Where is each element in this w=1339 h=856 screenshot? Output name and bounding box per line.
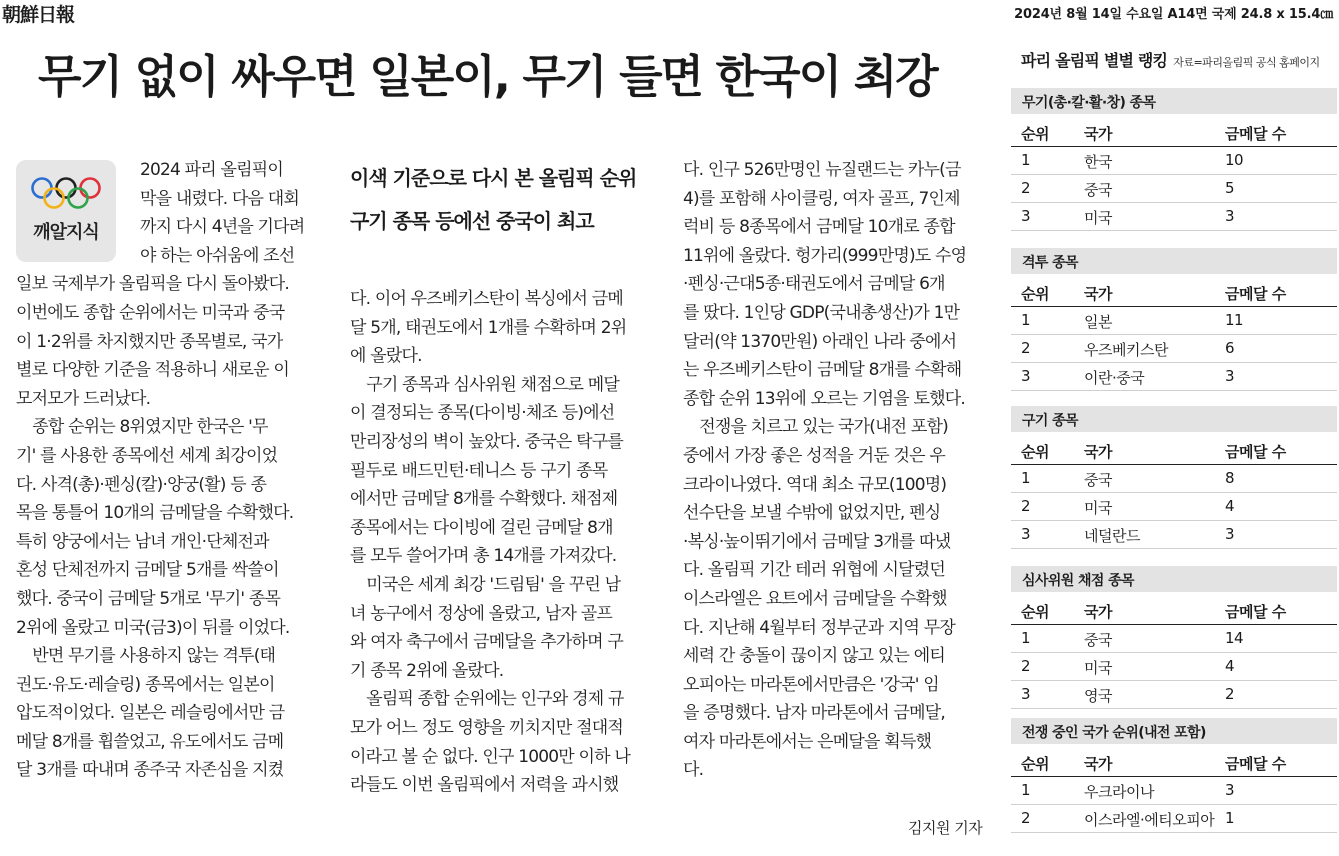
rank-cell: 2	[1021, 497, 1031, 515]
rank-cell: 1	[1021, 629, 1031, 647]
col3-line: 4)를 포함해 사이클링, 여자 골프, 7인제	[683, 188, 960, 209]
col1-line: 메달 8개를 휩쓸었고, 유도에서도 금메	[16, 731, 284, 752]
column-header: 금메달 수	[1225, 125, 1286, 143]
country-cell: 우크라이나	[1084, 783, 1154, 801]
section-title: 무기(총·칼·활·창) 종목	[1022, 95, 1156, 111]
subheadline-2: 구기 종목 등에선 중국이 최고	[350, 209, 594, 233]
sidebar-title-text: 파리 올림픽 별별 랭킹	[1021, 51, 1168, 70]
col3-line: 여자 마라톤에서는 은메달을 획득했	[683, 731, 932, 752]
col3-line: 종합 순위 13위에 오르는 기염을 토했다.	[683, 388, 965, 409]
col2-line: 이라고 볼 순 없다. 인구 1000만 이하 나	[350, 746, 630, 767]
col3-line: 다. 올림픽 기간 테러 위협에 시달렸던	[683, 560, 945, 581]
column-header: 금메달 수	[1225, 603, 1286, 621]
col1-line: 특히 양궁에서는 남녀 개인·단체전과	[16, 531, 269, 552]
col1-line: 달 3개를 따내며 종주국 자존심을 지켰	[16, 760, 284, 781]
gold-count-cell: 8	[1225, 469, 1235, 487]
gold-count-cell: 1	[1225, 809, 1235, 827]
sidebar-title	[1021, 48, 1320, 71]
col3-line: 달러(약 1370만원) 아래인 나라 중에서	[683, 331, 957, 352]
country-cell: 미국	[1084, 209, 1112, 227]
col1-line: 2024 파리 올림픽이	[140, 160, 284, 180]
col2-line: 다. 이어 우즈베키스탄이 복싱에서 금메	[350, 289, 623, 309]
col1-line: 까지 다시 4년을 기다려	[140, 217, 305, 238]
col2-line: 와 여자 축구에서 금메달을 추가하며 구	[350, 632, 623, 653]
col1-line: 2위에 올랐고 미국(금3)이 뒤를 이었다.	[16, 617, 290, 638]
country-cell: 한국	[1084, 153, 1112, 171]
table-row	[1011, 364, 1337, 391]
section-header	[1011, 248, 1337, 274]
country-cell: 영국	[1084, 687, 1112, 705]
rank-cell: 3	[1021, 685, 1031, 703]
gold-count-cell: 2	[1225, 685, 1235, 703]
gold-count-cell: 6	[1225, 339, 1235, 357]
newspaper-masthead: 朝鮮日報	[2, 4, 75, 26]
column-header: 순위	[1021, 603, 1049, 621]
section-header	[1011, 406, 1337, 432]
column-header: 순위	[1021, 755, 1049, 773]
col3-line: 을 증명했다. 남자 마라톤에서 금메달,	[683, 703, 945, 724]
table-row	[1011, 176, 1337, 203]
col3-line: 선수단을 보낼 수밖에 없었지만, 펜싱	[683, 503, 941, 524]
col2-line: 녀 농구에서 정상에 올랐고, 남자 골프	[350, 603, 612, 624]
col2-line: 구기 종목과 심사위원 채점으로 메달	[350, 374, 619, 395]
col1-line: 기' 를 사용한 종목에선 세계 최강이었	[16, 445, 278, 466]
col3-line: ·펜싱·근대5종·태권도에서 금메달 6개	[683, 274, 945, 295]
col1-line: 별로 다양한 기준을 적용하니 새로운 이	[16, 360, 289, 381]
byline: 김지원 기자	[908, 819, 983, 837]
country-cell: 미국	[1084, 659, 1112, 677]
col3-line: 중에서 가장 좋은 성적을 거둔 것은 우	[683, 445, 945, 466]
table-header-row	[1011, 280, 1337, 307]
col2-line: 모가 어느 정도 영향을 끼치지만 절대적	[350, 717, 623, 738]
dateline: 2024년 8월 14일 수요일 A14면 국제 24.8 x 15.4㎝	[1014, 7, 1333, 22]
rank-cell: 3	[1021, 207, 1031, 225]
rank-cell: 1	[1021, 781, 1031, 799]
table-header-row	[1011, 750, 1337, 777]
section-header	[1011, 718, 1337, 744]
section-title: 전쟁 중인 국가 순위(내전 포함)	[1022, 725, 1206, 741]
col2-line: 필두로 배드민턴·테니스 등 구기 종목	[350, 460, 608, 481]
gold-count-cell: 3	[1225, 525, 1235, 543]
col3-line: 다.	[683, 760, 704, 781]
table-row	[1011, 204, 1337, 231]
country-cell: 이란·중국	[1084, 369, 1145, 387]
country-cell: 중국	[1084, 471, 1112, 489]
col1-line: 이번에도 종합 순위에서는 미국과 중국	[16, 302, 285, 323]
col1-line: 종합 순위는 8위였지만 한국은 '무	[16, 417, 268, 438]
col1-line: 야 하는 아쉬움에 조선	[140, 245, 295, 266]
column-header: 금메달 수	[1225, 285, 1286, 303]
gold-count-cell: 4	[1225, 497, 1235, 515]
rank-cell: 3	[1021, 367, 1031, 385]
table-row	[1011, 654, 1337, 681]
table-row	[1011, 806, 1337, 833]
col3-line: ·복싱·높이뛰기에서 금메달 3개를 따냈	[683, 531, 951, 552]
rank-cell: 1	[1021, 311, 1031, 329]
col2-line: 를 모두 쓸어가며 총 14개를 가져갔다.	[350, 546, 617, 567]
column-header: 순위	[1021, 125, 1049, 143]
rank-cell: 1	[1021, 469, 1031, 487]
gold-count-cell: 5	[1225, 179, 1235, 197]
col2-line: 달 5개, 태권도에서 1개를 수확하며 2위	[350, 317, 627, 338]
section-title: 격투 종목	[1022, 255, 1078, 271]
col3-line: 럭비 등 8종목에서 금메달 10개로 종합	[683, 217, 955, 238]
sidebar-source: 자료=파리올림픽 공식 홈페이지	[1173, 56, 1320, 69]
country-cell: 중국	[1084, 181, 1112, 199]
rank-cell: 2	[1021, 809, 1031, 827]
section-header	[1011, 88, 1337, 114]
gold-count-cell: 11	[1225, 311, 1244, 329]
col1-line: 혼성 단체전까지 금메달 5개를 싹쓸이	[16, 560, 279, 581]
column-header: 금메달 수	[1225, 755, 1286, 773]
table-row	[1011, 494, 1337, 521]
col1-line: 압도적이었다. 일본은 레슬링에서만 금	[16, 703, 285, 724]
column-header: 국가	[1084, 755, 1112, 773]
col3-line: 전쟁을 치르고 있는 국가(내전 포함)	[683, 417, 948, 438]
gold-count-cell: 14	[1225, 629, 1244, 647]
column-header: 국가	[1084, 125, 1112, 143]
table-row	[1011, 778, 1337, 805]
gold-count-cell: 3	[1225, 781, 1235, 799]
col1-line: 일보 국제부가 올림픽을 다시 돌아봤다.	[16, 274, 289, 295]
col2-line: 종목에서는 다이빙에 걸린 금메달 8개	[350, 517, 613, 538]
col3-line: 는 우즈베키스탄이 금메달 8개를 수확해	[683, 360, 962, 381]
gold-count-cell: 3	[1225, 207, 1235, 225]
country-cell: 이스라엘·에티오피아	[1084, 811, 1215, 829]
col3-line: 다. 인구 526만명인 뉴질랜드는 카누(금	[683, 160, 961, 180]
section-title: 심사위원 채점 종목	[1022, 573, 1134, 589]
subheadline-1: 이색 기준으로 다시 본 올림픽 순위	[350, 166, 637, 190]
col1-line: 했다. 중국이 금메달 5개로 '무기' 종목	[16, 588, 281, 609]
article-column-3	[683, 156, 998, 785]
logo-label: 깨알지식	[33, 222, 99, 243]
column-header: 금메달 수	[1225, 443, 1286, 461]
gold-count-cell: 10	[1225, 151, 1244, 169]
col3-line: 세력 간 충돌이 끊이지 않고 있는 에티	[683, 646, 945, 667]
rank-cell: 3	[1021, 525, 1031, 543]
column-header: 국가	[1084, 443, 1112, 461]
table-header-row	[1011, 598, 1337, 625]
section-title: 구기 종목	[1022, 413, 1078, 429]
article-column-1	[16, 156, 332, 785]
col1-line: 다. 사격(총)·펜싱(칼)·양궁(활) 등 종	[16, 474, 267, 495]
column-header: 국가	[1084, 603, 1112, 621]
table-row	[1011, 148, 1337, 175]
col1-line: 목을 통틀어 10개의 금메달을 수확했다.	[16, 503, 294, 524]
country-cell: 미국	[1084, 499, 1112, 517]
table-row	[1011, 522, 1337, 549]
table-row	[1011, 626, 1337, 653]
col3-line: 오피아는 마라톤에서만큼은 '강국' 임	[683, 674, 939, 695]
col2-line: 이 결정되는 종목(다이빙·체조 등)에선	[350, 403, 615, 424]
rank-cell: 2	[1021, 657, 1031, 675]
col2-line: 만리장성의 벽이 높았다. 중국은 탁구를	[350, 431, 623, 452]
col3-line: 이스라엘은 요트에서 금메달을 수확했	[683, 588, 947, 609]
headline: 무기 없이 싸우면 일본이, 무기 들면 한국이 최강	[38, 50, 937, 103]
col1-line: 반면 무기를 사용하지 않는 격투(태	[16, 646, 276, 667]
col1-line: 권도·유도·레슬링) 종목에서는 일본이	[16, 674, 275, 695]
table-row	[1011, 308, 1337, 335]
col1-line: 모저모가 드러났다.	[16, 388, 151, 409]
column-header: 국가	[1084, 285, 1112, 303]
col1-line: 막을 내렸다. 다음 대회	[140, 188, 300, 209]
rank-cell: 1	[1021, 151, 1031, 169]
col1-line: 이 1·2위를 차지했지만 종목별로, 국가	[16, 331, 283, 352]
col2-line: 올림픽 종합 순위에는 인구와 경제 규	[350, 689, 624, 710]
col3-line: 크라이나였다. 역대 최소 규모(100명)	[683, 474, 947, 495]
column-header: 순위	[1021, 443, 1049, 461]
gold-count-cell: 4	[1225, 657, 1235, 675]
col2-line: 라들도 이번 올림픽에서 저력을 과시했	[350, 775, 619, 796]
col2-line: 에서만 금메달 8개를 수확했다. 채점제	[350, 489, 618, 510]
col3-line: 를 땄다. 1인당 GDP(국내총생산)가 1만	[683, 302, 960, 323]
col2-line: 기 종목 2위에 올랐다.	[350, 660, 504, 681]
section-header	[1011, 566, 1337, 592]
gold-count-cell: 3	[1225, 367, 1235, 385]
col2-line: 미국은 세계 최강 '드림팀' 을 꾸린 남	[350, 574, 621, 595]
table-row	[1011, 682, 1337, 709]
rank-cell: 2	[1021, 179, 1031, 197]
col2-line: 에 올랐다.	[350, 346, 422, 367]
col3-line: 다. 지난해 4월부터 정부군과 지역 무장	[683, 617, 955, 638]
country-cell: 우즈베키스탄	[1084, 341, 1168, 359]
country-cell: 네덜란드	[1084, 527, 1140, 545]
article-column-2	[350, 285, 665, 800]
table-header-row	[1011, 120, 1337, 147]
country-cell: 일본	[1084, 313, 1112, 331]
country-cell: 중국	[1084, 631, 1112, 649]
table-row	[1011, 336, 1337, 363]
table-row	[1011, 466, 1337, 493]
column-header: 순위	[1021, 285, 1049, 303]
table-header-row	[1011, 438, 1337, 465]
col3-line: 11위에 올랐다. 헝가리(999만명)도 수영	[683, 245, 967, 266]
rank-cell: 2	[1021, 339, 1031, 357]
